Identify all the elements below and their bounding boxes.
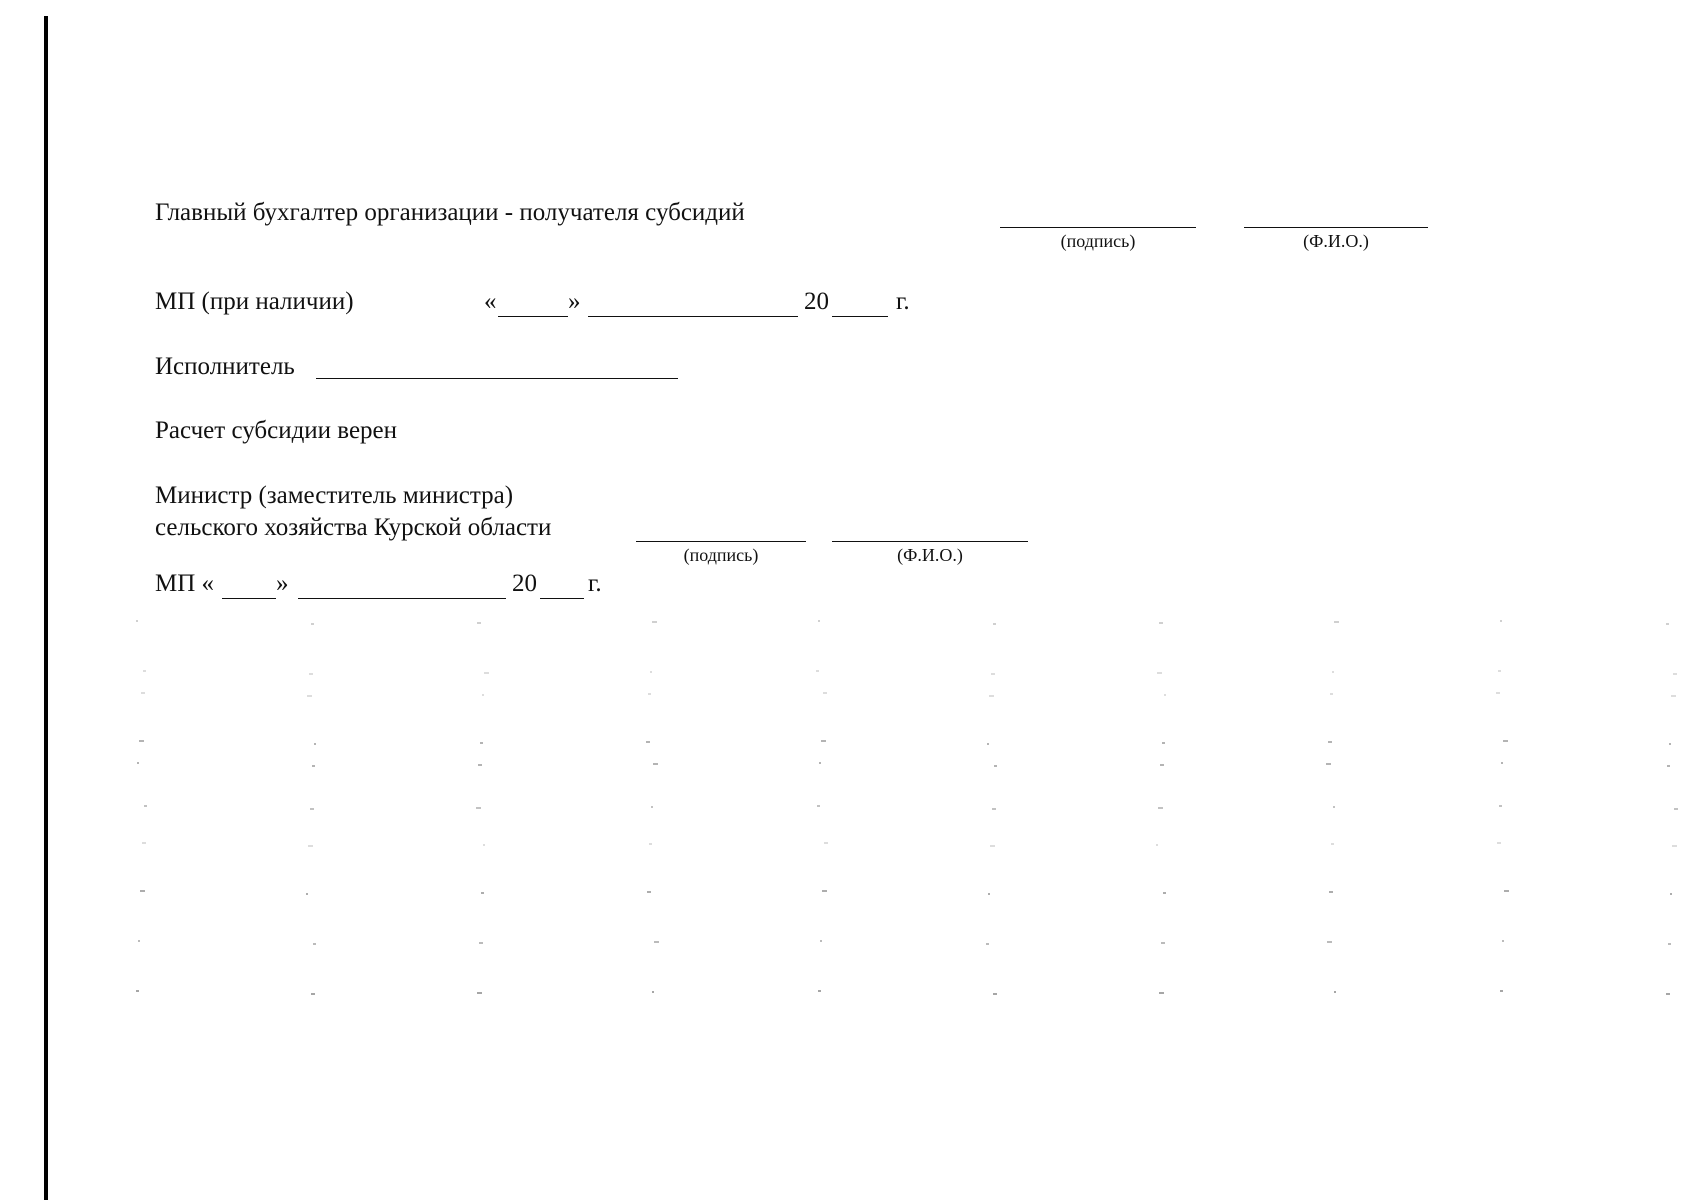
scan-speck xyxy=(484,672,489,674)
scan-speck xyxy=(647,891,651,893)
scan-speck xyxy=(480,742,483,744)
bottom-date-quote-close: » xyxy=(276,570,289,597)
scan-speck xyxy=(992,808,996,810)
scan-speck xyxy=(1504,890,1509,892)
bottom-date-month-field[interactable] xyxy=(298,598,506,599)
date-month-field[interactable] xyxy=(588,316,798,317)
scan-speck xyxy=(816,670,819,672)
date-year-field[interactable] xyxy=(832,316,888,317)
scan-speck xyxy=(482,694,484,696)
minister-name-caption: (Ф.И.О.) xyxy=(897,545,963,565)
scan-speck xyxy=(993,623,996,625)
scan-speck xyxy=(1670,893,1672,895)
scan-speck xyxy=(1666,993,1670,995)
bottom-date-year-suffix: г. xyxy=(588,570,602,597)
scan-speck xyxy=(1503,740,1508,742)
scan-speck xyxy=(313,943,316,945)
scan-speck xyxy=(1327,941,1332,943)
scan-speck xyxy=(478,764,482,766)
scan-speck xyxy=(311,623,314,625)
scan-speck xyxy=(1497,842,1501,844)
date-year-suffix: г. xyxy=(896,288,910,315)
scan-speck xyxy=(308,845,313,847)
scan-speck xyxy=(139,740,144,742)
scan-speck xyxy=(654,941,659,943)
date-quote-close: » xyxy=(568,288,581,315)
scan-speck xyxy=(988,893,990,895)
scan-speck xyxy=(1501,762,1503,764)
scan-speck xyxy=(136,990,139,992)
bottom-date-year-field[interactable] xyxy=(540,598,584,599)
page-left-border xyxy=(44,16,48,1200)
scan-speck xyxy=(479,942,483,944)
scan-speck xyxy=(652,991,654,993)
minister-title-line1: Министр (заместитель министра) xyxy=(155,482,514,509)
scan-speck xyxy=(649,843,652,845)
scan-speck xyxy=(312,765,315,767)
scan-speck xyxy=(1500,620,1502,622)
scan-speck xyxy=(648,693,651,695)
scan-speck xyxy=(1498,670,1501,672)
scan-speck xyxy=(1162,742,1165,744)
scan-speck xyxy=(1671,695,1676,697)
scan-speck xyxy=(1329,891,1333,893)
scan-speck xyxy=(651,806,653,808)
scan-speck xyxy=(311,993,315,995)
scan-speck xyxy=(1333,806,1335,808)
scan-speck xyxy=(481,892,484,894)
scan-speck xyxy=(652,621,657,623)
scan-speck xyxy=(1161,942,1165,944)
executor-label: Исполнитель xyxy=(155,353,295,380)
scan-speck xyxy=(819,762,821,764)
scan-speck xyxy=(650,671,652,673)
scan-speck xyxy=(136,620,138,622)
date-year-prefix: 20 xyxy=(804,288,829,315)
scan-speck xyxy=(306,893,308,895)
scan-speck xyxy=(314,743,316,745)
bottom-date-day-field[interactable] xyxy=(222,598,276,599)
scan-speck xyxy=(1157,672,1162,674)
scan-speck xyxy=(1666,623,1669,625)
scan-speck xyxy=(821,740,826,742)
scan-speck xyxy=(1669,743,1671,745)
scan-speck xyxy=(1334,621,1339,623)
scan-speck xyxy=(309,673,313,675)
scan-speck xyxy=(989,695,994,697)
scan-speck xyxy=(1160,764,1164,766)
scan-speck xyxy=(1159,992,1164,994)
scan-speck xyxy=(990,845,995,847)
scan-speck xyxy=(994,765,997,767)
scan-speck xyxy=(307,695,312,697)
scan-speck xyxy=(138,940,140,942)
scan-speck xyxy=(477,992,482,994)
stamp-label: МП (при наличии) xyxy=(155,288,354,315)
scan-speck xyxy=(1672,845,1677,847)
scan-speck xyxy=(1502,940,1504,942)
scan-speck xyxy=(653,763,658,765)
scan-speck xyxy=(1326,763,1331,765)
scan-speck xyxy=(993,993,997,995)
date-quote-open: « xyxy=(484,288,497,315)
minister-signature-line[interactable] xyxy=(636,541,806,542)
minister-signature-caption: (подпись) xyxy=(683,545,759,565)
minister-title-line2: сельского хозяйства Курской области xyxy=(155,514,552,541)
scan-speck xyxy=(987,743,989,745)
scan-speck xyxy=(820,940,822,942)
bottom-stamp-label: МП « xyxy=(155,570,215,597)
scan-speck xyxy=(1500,990,1503,992)
scan-speck xyxy=(1499,805,1502,807)
scan-speck xyxy=(1164,694,1166,696)
scan-speck xyxy=(1496,692,1500,694)
scan-speck xyxy=(991,673,995,675)
scan-speck xyxy=(137,762,139,764)
chief-accountant-name-line[interactable] xyxy=(1244,227,1428,228)
verification-label: Расчет субсидии верен xyxy=(155,417,398,444)
scan-speck xyxy=(1332,671,1334,673)
minister-name-line[interactable] xyxy=(832,541,1028,542)
bottom-date-year-prefix: 20 xyxy=(512,570,537,597)
scan-speck xyxy=(1330,693,1333,695)
scan-speck xyxy=(1673,673,1677,675)
scan-speck xyxy=(144,805,147,807)
scan-speck xyxy=(818,620,820,622)
scan-speck xyxy=(476,807,481,809)
scan-speck xyxy=(986,943,989,945)
scan-speck xyxy=(824,842,828,844)
scan-speck xyxy=(483,844,485,846)
scan-speck xyxy=(1156,844,1158,846)
chief-accountant-signature-caption: (подпись) xyxy=(1060,231,1136,251)
scan-speck xyxy=(1667,765,1670,767)
date-day-field[interactable] xyxy=(498,316,568,317)
scan-speck xyxy=(143,670,146,672)
scan-speck xyxy=(1331,843,1334,845)
chief-accountant-signature-line[interactable] xyxy=(1000,227,1196,228)
chief-accountant-name-caption: (Ф.И.О.) xyxy=(1303,231,1369,251)
scan-speck xyxy=(646,741,650,743)
scan-speck xyxy=(1158,807,1163,809)
scan-speck xyxy=(818,990,821,992)
chief-accountant-label: Главный бухгалтер организации - получателя субсидий xyxy=(155,199,745,226)
scan-speck xyxy=(477,622,481,624)
scan-speck xyxy=(1668,943,1671,945)
scan-speck xyxy=(1334,991,1336,993)
scan-speck xyxy=(1674,808,1678,810)
executor-field[interactable] xyxy=(316,378,678,379)
scan-speck xyxy=(1159,622,1163,624)
scan-speck xyxy=(142,842,146,844)
scan-speck xyxy=(310,808,314,810)
scan-speck xyxy=(1328,741,1332,743)
scan-speck xyxy=(140,890,145,892)
scan-speck xyxy=(1163,892,1166,894)
scan-speck xyxy=(817,805,820,807)
scan-speck xyxy=(823,692,827,694)
scan-speck xyxy=(822,890,827,892)
scan-speck xyxy=(141,692,145,694)
